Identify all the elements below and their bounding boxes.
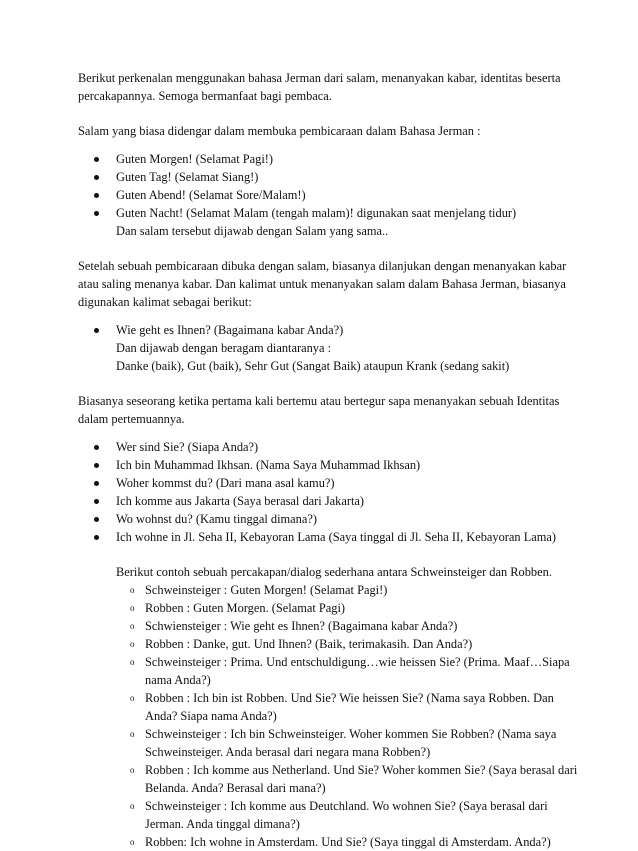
list-item: [116, 204, 578, 240]
dialog-line: o Robben : Guten Morgen. (Selamat Pagi): [145, 599, 578, 617]
dialog-line: o Robben : Ich bin ist Robben. Und Sie? Wie heissen Sie? (Nama saya Robben. Dan Anda? Siapa nama Anda?): [145, 689, 578, 725]
dialog-list: [78, 581, 578, 851]
salam-note: Dan salam tersebut dijawab dengan Salam yang sama..: [116, 224, 389, 238]
dialog-line: o Schweinsteiger : Ich bin Schweinsteiger. Woher kommen Sie Robben? (Nama saya Schweinsteiger. Anda berasal dari negara mana Robben?): [145, 725, 578, 761]
salam-heading: Salam yang biasa didengar dalam membuka pembicaraan dalam Bahasa Jerman :: [78, 124, 481, 138]
identitas-list: [78, 438, 578, 546]
list-item: Guten Morgen! (Selamat Pagi!): [116, 150, 578, 168]
dialog-line: o Robben : Danke, gut. Und Ihnen? (Baik, terimakasih. Dan Anda?): [145, 635, 578, 653]
list-item: Ich bin Muhammad Ikhsan. (Nama Saya Muhammad Ikhsan): [116, 456, 578, 474]
dialog-intro: Berikut contoh sebuah percakapan/dialog sederhana antara Schweinsteiger dan Robben.: [116, 565, 552, 579]
dialog-line: o Robben: Ich wohne in Amsterdam. Und Sie? (Saya tinggal di Amsterdam. Anda?): [145, 833, 578, 851]
list-item: [116, 321, 578, 375]
intro-paragraph: Berikut perkenalan menggunakan bahasa Jerman dari salam, menanyakan kabar, identitas beserta percakapannya. Semoga bermanfaat bagi pembaca.: [78, 71, 561, 103]
dialog-line: o Schweinsteiger : Guten Morgen! (Selamat Pagi!): [145, 581, 578, 599]
list-item: Ich komme aus Jakarta (Saya berasal dari Jakarta): [116, 492, 578, 510]
list-item: Wo wohnst du? (Kamu tinggal dimana?): [116, 510, 578, 528]
dialog-line: o Schwiensteiger : Wie geht es Ihnen? (Bagaimana kabar Anda?): [145, 617, 578, 635]
identitas-paragraph: Biasanya seseorang ketika pertama kali bertemu atau bertegur sapa menanyakan sebuah Identitas dalam pertemuannya.: [78, 394, 560, 426]
kabar-note-2: Danke (baik), Gut (baik), Sehr Gut (Sangat Baik) ataupun Krank (sedang sakit): [116, 359, 510, 373]
list-item: Guten Tag! (Selamat Siang!): [116, 168, 578, 186]
dialog-line: o Schweinsteiger : Ich komme aus Deutchland. Wo wohnen Sie? (Saya berasal dari Jerman. Anda tinggal dimana?): [145, 797, 578, 833]
kabar-note-1: Dan dijawab dengan beragam diantaranya :: [116, 341, 332, 355]
list-item: Wer sind Sie? (Siapa Anda?): [116, 438, 578, 456]
list-item: Guten Abend! (Selamat Sore/Malam!): [116, 186, 578, 204]
dialog-line: o Schweinsteiger : Prima. Und entschuldigung…wie heissen Sie? (Prima. Maaf…Siapa nama Anda?): [145, 653, 578, 689]
list-item: Ich wohne in Jl. Seha II, Kebayoran Lama (Saya tinggal di Jl. Seha II, Kebayoran Lama): [116, 528, 578, 546]
kabar-paragraph: Setelah sebuah pembicaraan dibuka dengan salam, biasanya dilanjukan dengan menanyakan kabar atau saling menanya kabar. Dan kalimat untuk menanyakan salam dalam Bahasa Jerman, biasanya digunakan kalimat sebagai berikut:: [78, 259, 567, 309]
dialog-line: o Robben : Ich komme aus Netherland. Und Sie? Woher kommen Sie? (Saya berasal dari Belanda. Anda? Berasal dari mana?): [145, 761, 578, 797]
list-item-text: Wie geht es Ihnen? (Bagaimana kabar Anda?): [116, 323, 344, 337]
list-item: Woher kommst du? (Dari mana asal kamu?): [116, 474, 578, 492]
kabar-list: [78, 321, 578, 375]
salam-list: [78, 150, 578, 240]
list-item-text: Guten Nacht! (Selamat Malam (tengah malam)! digunakan saat menjelang tidur): [116, 206, 517, 220]
